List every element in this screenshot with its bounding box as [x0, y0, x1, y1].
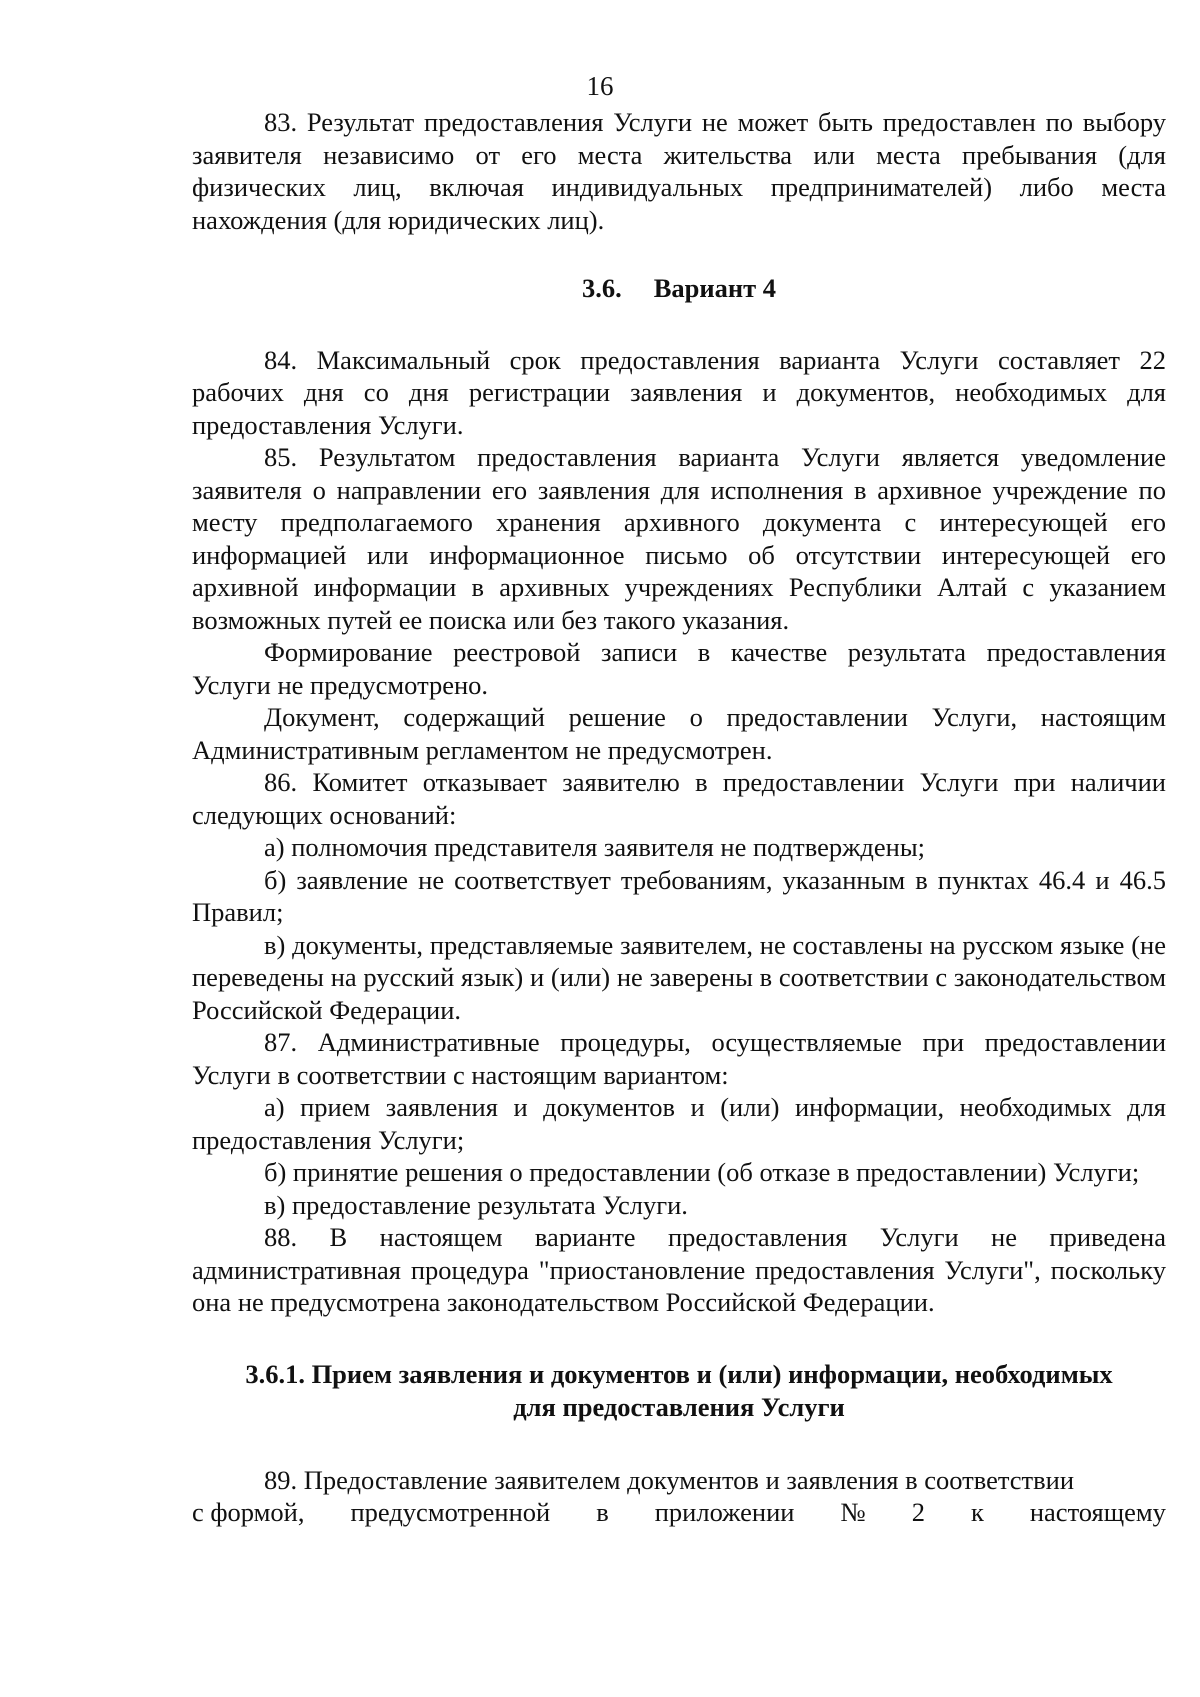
paragraph-86: 86. Комитет отказывает заявителю в предоставлении Услуги при наличии следующих оснований: [192, 767, 1166, 830]
paragraph-87-c: в) предоставление результата Услуги. [264, 1189, 688, 1220]
paragraph-86-a: а) полномочия представителя заявителя не подтверждены; [264, 832, 925, 862]
paragraph-85-document: Документ, содержащий решение о предоставлении Услуги, настоящим Административным регламентом не предусмотрен. [192, 702, 1166, 765]
word: с формой, [192, 1497, 305, 1527]
paragraph-84: 84. Максимальный срок предоставления варианта Услуги составляет 22 рабочих дня со дня регистрации заявления и документов, необходимых для предоставления Услуги. [192, 344, 1166, 440]
section-heading-line-2: для предоставления Услуги [513, 1391, 845, 1422]
paragraph-87: 87. Административные процедуры, осуществляемые при предоставлении Услуги в соответствии с настоящим вариантом: [192, 1027, 1166, 1090]
paragraph-89: 89. Предоставление заявителем документов и заявления в соответствии [264, 1464, 1074, 1495]
section-heading-line-1: 3.6.1. Прием заявления и документов и (или) информации, необходимых [245, 1358, 1113, 1389]
paragraph-89-continued [192, 1496, 1166, 1529]
page-number: 16 [586, 71, 614, 101]
word: настоящему [1029, 1497, 1166, 1527]
word: 2 [911, 1497, 925, 1527]
paragraph-85: 85. Результатом предоставления варианта Услуги является уведомление заявителя о направлении его заявления для исполнения в архивное учреждение по месту предполагаемого хранения архивного документа с интересующей его информацией или информационное письмо об отсутствии интересующей его архивной информации в архивных учреждениях Республики Алтай с указанием возможных путей ее поиска или без такого указания. [192, 442, 1166, 635]
paragraph-86-b: б) заявление не соответствует требованиям, указанным в пунктах 46.4 и 46.5 Правил; [192, 864, 1166, 927]
paragraph-83: 83. Результат предоставления Услуги не может быть предоставлен по выбору заявителя независимо от его места жительства или места пребывания (для физических лиц, включая индивидуальных предпринимателей) либо места нахождения (для юридических лиц). [192, 107, 1166, 235]
section-heading-3-6-1 [192, 1358, 1166, 1424]
word: предусмотренной [350, 1497, 551, 1527]
section-title: Вариант 4 [653, 273, 777, 303]
word: к [970, 1497, 984, 1527]
section-heading-3-6 [192, 272, 1166, 305]
paragraph-87-a: а) прием заявления и документов и (или) информации, необходимых для предоставления Услуги; [192, 1092, 1166, 1155]
paragraph-85-registry: Формирование реестровой записи в качестве результата предоставления Услуги не предусмотрено. [192, 637, 1166, 700]
document-body [192, 106, 1166, 1529]
section-number: 3.6. [581, 273, 622, 303]
word: № [840, 1497, 866, 1527]
paragraph-86-c: в) документы, представляемые заявителем, не составлены на русском языке (не переведены на русский язык) и (или) не заверены в соответствии с законодательством Российской Федерации. [192, 929, 1166, 1025]
word: в [596, 1497, 609, 1527]
paragraph-87-b: б) принятие решения о предоставлении (об отказе в предоставлении) Услуги; [264, 1157, 1140, 1187]
word: приложении [654, 1497, 795, 1527]
paragraph-88: 88. В настоящем варианте предоставления Услуги не приведена административная процедура "приостановление предоставления Услуги", поскольку она не предусмотрена законодательством Российской Федерации. [192, 1222, 1166, 1317]
